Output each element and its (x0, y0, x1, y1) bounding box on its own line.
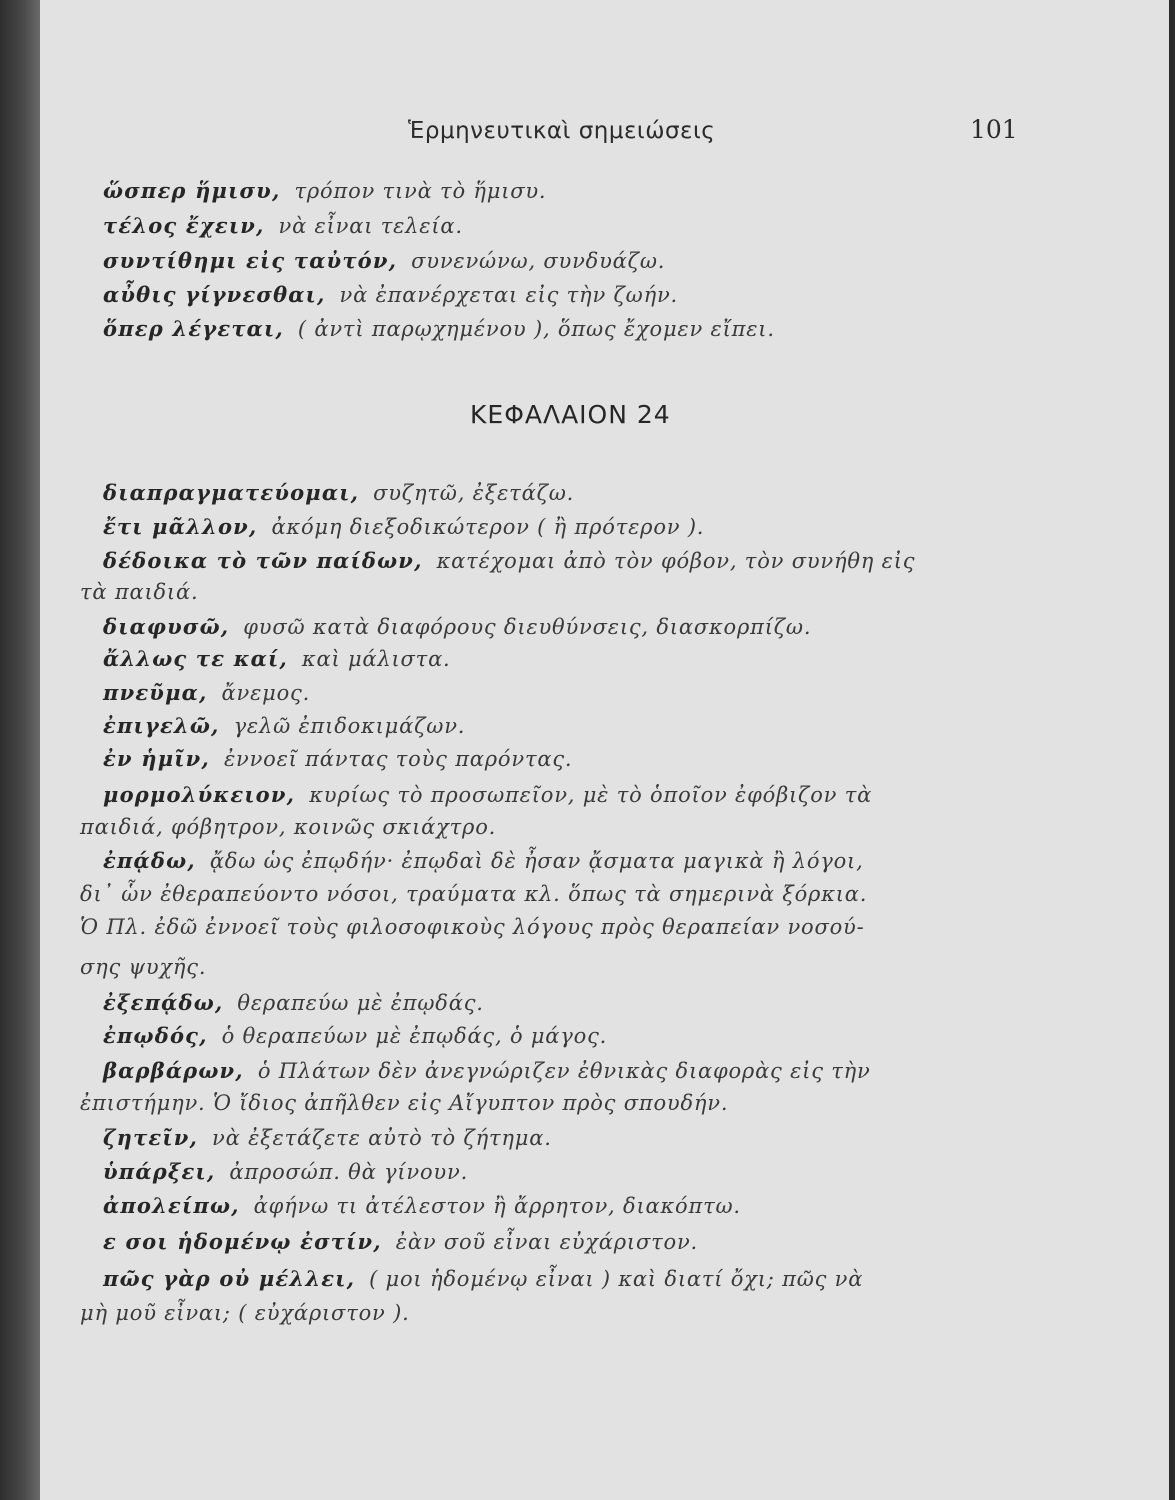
entry-gloss: τρόπον τινὰ τὸ ἥμισυ. (294, 179, 547, 203)
running-head: Ἑρμηνευτικαὶ σημειώσεις (408, 118, 716, 144)
entry-gloss: θεραπεύω μὲ ἐπῳδάς. (237, 991, 484, 1015)
entry-term: διαφυσῶ, (103, 614, 230, 639)
gloss-continuation (80, 815, 496, 839)
entry-gloss: τὰ παιδιά. (80, 580, 199, 604)
chapter-title: ΚΕΦΑΛΑΙΟΝ 24 (470, 400, 671, 429)
entry-gloss: φυσῶ κατὰ διαφόρους διευθύνσεις, διασκορπίζω. (243, 615, 812, 639)
entry-gloss: ἀφήνω τι ἀτέλεστον ἢ ἄρρητον, διακόπτω. (253, 1194, 741, 1218)
entry-term: πνεῦμα, (103, 680, 208, 705)
gloss-entry (103, 990, 484, 1015)
entry-term: αὖθις γίγνεσθαι, (103, 282, 326, 307)
entry-gloss: ( ἀντὶ παρῳχημένου ), ὅπως ἔχομεν εἴπει. (297, 317, 775, 341)
entry-gloss: ἀπροσώπ. θὰ γίνουν. (229, 1160, 469, 1184)
gloss-entry (103, 514, 704, 539)
gloss-continuation (80, 1301, 410, 1325)
gloss-continuation (80, 915, 865, 939)
gloss-entry (103, 1125, 552, 1150)
entry-gloss: δι᾽ ὧν ἐθεραπεύοντο νόσοι, τραύματα κλ. ὅπως τὰ σημερινὰ ξόρκια. (80, 882, 868, 906)
entry-gloss: γελῶ ἐπιδοκιμάζων. (233, 714, 466, 738)
gloss-entry (103, 1023, 607, 1048)
entry-term: ὅπερ λέγεται, (103, 316, 284, 341)
entry-term: ἄλλως τε καί, (103, 646, 288, 671)
book-page (40, 0, 1170, 1500)
entry-term: ἐπῳδός, (103, 1023, 208, 1048)
gloss-entry (103, 1159, 468, 1184)
entry-gloss: ( μοι ἡδομένῳ εἶναι ) καὶ διατί ὄχι; πῶς νὰ (369, 1267, 864, 1291)
entry-term: μορμολύκειον, (103, 782, 296, 807)
entry-term: ἀπολείπω, (103, 1193, 240, 1218)
gloss-entry (103, 848, 864, 873)
gloss-entry (103, 548, 915, 573)
entry-gloss: σης ψυχῆς. (80, 955, 207, 979)
gloss-entry (103, 480, 574, 505)
entry-gloss: συζητῶ, ἐξετάζω. (373, 481, 575, 505)
entry-gloss: συνενώνω, συνδυάζω. (411, 249, 666, 273)
gloss-continuation (80, 1091, 728, 1115)
entry-gloss: καὶ μάλιστα. (301, 647, 451, 671)
entry-term: βαρβάρων, (103, 1058, 244, 1083)
gloss-continuation (80, 882, 867, 906)
entry-gloss: Ὁ Πλ. ἐδῶ ἐννοεῖ τοὺς φιλοσοφικοὺς λόγους πρὸς θεραπείαν νοσού- (80, 915, 865, 939)
gloss-entry (103, 1193, 741, 1218)
entry-term: ἐξεπᾴδω, (103, 990, 224, 1015)
gloss-continuation (80, 955, 206, 979)
gloss-entry (103, 1266, 863, 1291)
entry-term: ὥσπερ ἥμισυ, (103, 178, 281, 203)
entry-gloss: ἐὰν σοῦ εἶναι εὐχάριστον. (395, 1230, 698, 1254)
entry-gloss: μὴ μοῦ εἶναι; ( εὐχάριστον ). (80, 1301, 410, 1325)
book-spine-edge (0, 0, 40, 1500)
entry-term: δέδοικα τὸ τῶν παίδων, (103, 548, 423, 573)
entry-gloss: κυρίως τὸ προσωπεῖον, μὲ τὸ ὁποῖον ἐφόβιζον τὰ (309, 783, 873, 807)
gloss-entry (103, 614, 811, 639)
gloss-entry (103, 178, 546, 203)
entry-term: ε σοι ἡδομένῳ ἐστίν, (103, 1229, 382, 1254)
gloss-entry (103, 282, 678, 307)
entry-gloss: ἀκόμη διεξοδικώτερον ( ἢ πρότερον ). (271, 515, 705, 539)
page-number: 101 (970, 115, 1018, 144)
entry-term: διαπραγματεύομαι, (103, 480, 360, 505)
entry-term: ζητεῖν, (103, 1125, 199, 1150)
entry-gloss: ἐπιστήμην. Ὁ ἴδιος ἀπῆλθεν εἰς Αἴγυπτον πρὸς σπουδήν. (80, 1091, 729, 1115)
page-right-edge (1169, 0, 1175, 1500)
entry-term: ἔτι μᾶλλον, (103, 514, 258, 539)
gloss-continuation (80, 580, 198, 604)
gloss-entry (103, 1229, 698, 1254)
entry-term: ἐν ἡμῖν, (103, 746, 210, 771)
entry-term: ἐπιγελῶ, (103, 713, 220, 738)
gloss-entry (103, 248, 665, 273)
entry-term: συντίθημι εἰς ταὐτόν, (103, 248, 398, 273)
gloss-entry (103, 1058, 871, 1083)
entry-gloss: κατέχομαι ἀπὸ τὸν φόβον, τὸν συνήθη εἰς (436, 549, 916, 573)
entry-gloss: ἐννοεῖ πάντας τοὺς παρόντας. (223, 747, 573, 771)
entry-gloss: νὰ ἐξετάζετε αὐτὸ τὸ ζήτημα. (212, 1126, 552, 1150)
entry-gloss: παιδιά, φόβητρον, κοινῶς σκιάχτρο. (80, 815, 497, 839)
entry-term: τέλος ἔχειν, (103, 213, 265, 238)
gloss-entry (103, 782, 872, 807)
gloss-entry (103, 713, 465, 738)
entry-gloss: ἄνεμος. (221, 681, 311, 705)
gloss-entry (103, 646, 451, 671)
gloss-entry (103, 316, 775, 341)
entry-term: πῶς γὰρ οὐ μέλλει, (103, 1266, 356, 1291)
entry-gloss: ᾄδω ὡς ἐπῳδήν· ἐπῳδαὶ δὲ ἦσαν ᾄσματα μαγικὰ ἢ λόγοι, (209, 849, 864, 873)
entry-gloss: ὁ θεραπεύων μὲ ἐπῳδάς, ὁ μάγος. (221, 1024, 608, 1048)
entry-term: ὑπάρξει, (103, 1159, 216, 1184)
entry-gloss: ὁ Πλάτων δὲν ἀνεγνώριζεν ἐθνικὰς διαφορὰς εἰς τὴν (257, 1059, 871, 1083)
gloss-entry (103, 680, 310, 705)
entry-gloss: νὰ ἐπανέρχεται εἰς τὴν ζωήν. (339, 283, 679, 307)
entry-gloss: νὰ εἶναι τελεία. (278, 214, 463, 238)
gloss-entry (103, 213, 463, 238)
gloss-entry (103, 746, 572, 771)
entry-term: ἐπᾴδω, (103, 848, 196, 873)
